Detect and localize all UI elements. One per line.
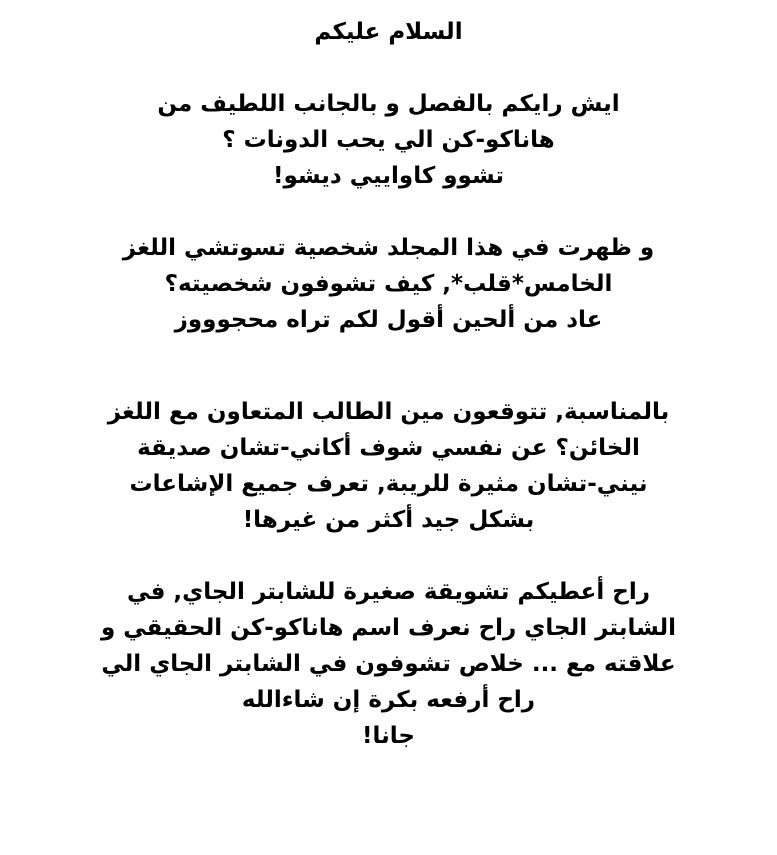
text-line: راح أعطيكم تشويقة صغيرة للشابتر الجاي, في [127, 579, 650, 605]
paragraph-tsuchigomori [0, 230, 777, 338]
paragraph-spacer [0, 338, 777, 394]
text-line: هاناكو-كن الي يحب الدونات ؟ [222, 127, 555, 153]
text-line: بشكل جيد أكثر من غيرها! [242, 507, 535, 533]
paragraph-traitor-guess [0, 394, 777, 538]
paragraph-spacer [0, 194, 777, 230]
text-line: الخائن؟ عن نفسي شوف أكاني-تشان صديقة [137, 435, 640, 461]
paragraph-hanako-question [0, 86, 777, 194]
text-line: الخامس*قلب*, كيف تشوفون شخصيته؟ [164, 271, 613, 297]
paragraph-spacer [0, 50, 777, 86]
text-line: و ظهرت في هذا المجلد شخصية تسوتشي اللغز [122, 235, 655, 261]
sign-off: جانا! [362, 723, 415, 749]
text-line: تشوو كاواييي ديشو! [272, 163, 504, 189]
text-line: علاقته مع ... خلاص تشوفون في الشابتر الجاي الي [101, 651, 676, 677]
text-line: عاد من ألحين أقول لكم تراه محجوووز [174, 307, 603, 333]
greeting-heading: السلام عليكم [314, 19, 463, 45]
text-line: راح أرفعه بكرة إن شاءالله [241, 687, 536, 713]
text-line: ايش رايكم بالفصل و بالجانب اللطيف من [157, 91, 620, 117]
text-line: الشابتر الجاي راح نعرف اسم هاناكو-كن الحقيقي و [100, 615, 677, 641]
paragraph-next-chapter-teaser [0, 574, 777, 754]
text-line: نيني-تشان مثيرة للريبة, تعرف جميع الإشاعات [129, 471, 648, 497]
paragraph-spacer [0, 538, 777, 574]
text-line: بالمناسبة, تتوقعون مين الطالب المتعاون مع اللغز [107, 399, 670, 425]
